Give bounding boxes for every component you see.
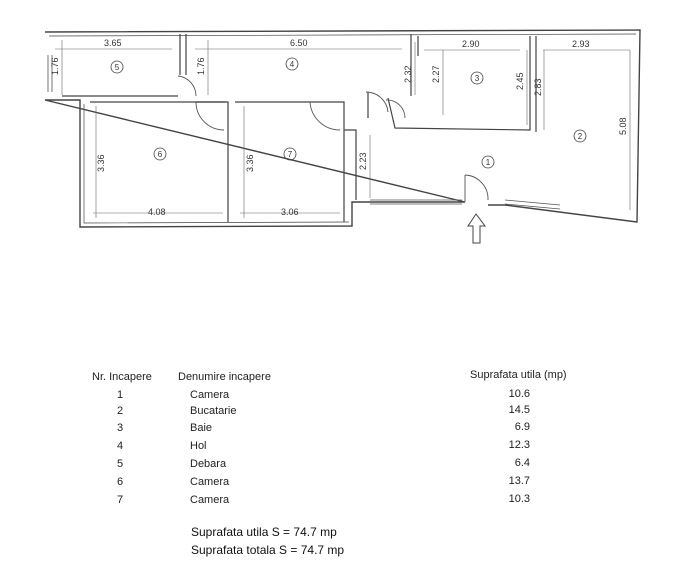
- row-name: Camera: [190, 389, 230, 401]
- row-nr: 5: [116, 458, 124, 470]
- dim-label: 2.32: [403, 65, 413, 83]
- row-nr: 1: [116, 389, 124, 401]
- row-name: Debara: [190, 458, 227, 470]
- row-name: Hol: [190, 440, 207, 452]
- row-nr: 4: [116, 440, 124, 452]
- dim-label: 2.23: [358, 152, 368, 170]
- dim-label: 4.08: [148, 207, 166, 217]
- row-name: Bucatarie: [190, 405, 237, 417]
- row-nr: 2: [116, 405, 124, 417]
- row-name: Camera: [190, 476, 230, 488]
- row-area: 12.3: [508, 439, 530, 451]
- room-number: 7: [287, 150, 293, 159]
- dim-label: 2.27: [431, 65, 441, 83]
- row-area: 6.4: [514, 457, 530, 469]
- room-number: 5: [114, 63, 120, 72]
- dim-label: 2.90: [462, 39, 480, 49]
- header-area: Suprafata utila (mp): [470, 369, 567, 381]
- dim-label: 3.06: [281, 207, 299, 217]
- dim-label: 1.76: [196, 57, 206, 75]
- room-number: 4: [289, 60, 295, 69]
- room-number: 3: [474, 74, 480, 83]
- dim-label: 1.76: [50, 57, 60, 75]
- dim-label: 5.08: [618, 117, 628, 135]
- usable-area-total: Suprafata utila S = 74.7 mp: [191, 525, 337, 539]
- dim-label: 6.50: [290, 38, 308, 48]
- dim-label: 2.93: [572, 39, 590, 49]
- room-number: 2: [577, 132, 583, 141]
- room-number: 1: [485, 158, 491, 167]
- row-area: 6.9: [514, 421, 530, 433]
- row-nr: 3: [116, 422, 124, 434]
- header-name: Denumire incapere: [178, 371, 271, 383]
- dim-label: 2.83: [533, 78, 543, 96]
- row-area: 10.3: [508, 493, 530, 505]
- row-name: Camera: [190, 494, 230, 506]
- dim-label: 3.36: [245, 154, 255, 172]
- header-nr: Nr. Incapere: [92, 371, 152, 383]
- dim-label: 3.65: [104, 38, 122, 48]
- row-area: 14.5: [508, 404, 530, 416]
- row-nr: 7: [116, 494, 124, 506]
- total-area: Suprafata totala S = 74.7 mp: [191, 543, 345, 557]
- row-area: 10.6: [508, 388, 530, 400]
- dim-label: 3.36: [96, 154, 106, 172]
- row-name: Baie: [190, 422, 213, 434]
- room-number: 6: [157, 150, 163, 159]
- row-nr: 6: [116, 476, 124, 488]
- row-area: 13.7: [508, 475, 530, 487]
- dim-label: 2.45: [515, 72, 525, 90]
